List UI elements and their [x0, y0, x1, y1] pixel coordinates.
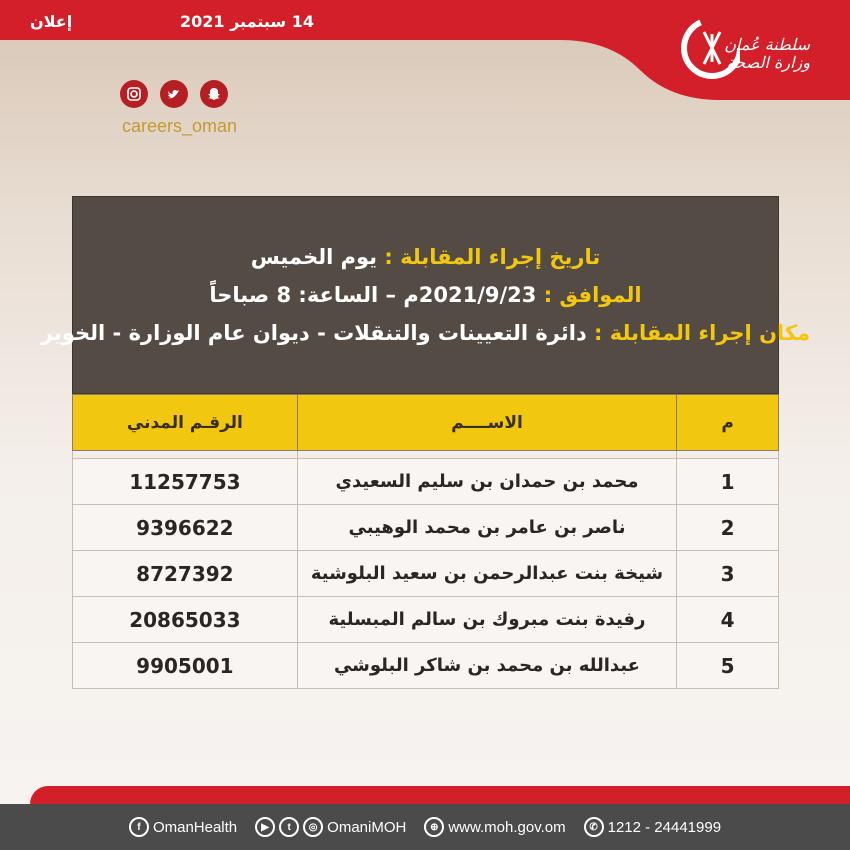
row-num: 2 [677, 505, 779, 551]
row-name: رفيدة بنت مبروك بن سالم المبسلية [297, 597, 676, 643]
interview-date-line [251, 245, 601, 269]
facebook-handle: OmanHealth [152, 818, 238, 836]
twitter-icon[interactable] [160, 80, 188, 108]
youtube-icon: ▶ [255, 817, 275, 837]
table-row [73, 505, 779, 551]
announcement-date: 14 سبتمبر 2021 [180, 12, 314, 31]
row-num: 5 [677, 643, 779, 689]
interview-date-label: تاريخ إجراء المقابلة : [384, 245, 601, 269]
globe-icon: ⊕ [424, 817, 444, 837]
header-civil-id: الرقـم المدني [73, 395, 298, 451]
interview-place-value: دائرة التعيينات والتنقلات - ديوان عام الوزارة - الخوير [40, 321, 587, 345]
phone-number: 1212 - 24441999 [607, 818, 722, 836]
logo-line-1: سلطنة عُمان [724, 35, 810, 54]
footer-website[interactable] [424, 817, 565, 837]
announcement-label: إعلان [30, 12, 73, 31]
row-civil-id: 9905001 [73, 643, 298, 689]
table-spacer [73, 451, 779, 459]
row-name: ناصر بن عامر بن محمد الوهيبي [297, 505, 676, 551]
snapchat-icon[interactable] [200, 80, 228, 108]
logo-line-2: وزارة الصحة [726, 53, 810, 72]
interview-date-value: يوم الخميس [250, 245, 378, 269]
table-row [73, 551, 779, 597]
row-num: 3 [677, 551, 779, 597]
phone-icon: ✆ [584, 817, 604, 837]
interview-place-line [41, 321, 810, 345]
facebook-icon: f [129, 817, 149, 837]
row-name: عبدالله بن محمد بن شاكر البلوشي [297, 643, 676, 689]
ministry-name [724, 36, 810, 72]
instagram-icon: ◎ [303, 817, 323, 837]
row-civil-id: 20865033 [73, 597, 298, 643]
row-num: 4 [677, 597, 779, 643]
footer-facebook[interactable] [129, 817, 237, 837]
candidates-table [72, 394, 779, 689]
ministry-logo [680, 8, 840, 88]
row-civil-id: 11257753 [73, 459, 298, 505]
interview-info-box [40, 196, 811, 394]
website-url: www.moh.gov.om [448, 818, 566, 836]
row-civil-id: 9396622 [73, 505, 298, 551]
header-num: م [677, 395, 779, 451]
row-name: محمد بن حمدان بن سليم السعيدي [297, 459, 676, 505]
twitter-icon: t [279, 817, 299, 837]
interview-corresponding-line [209, 283, 641, 307]
row-num: 1 [677, 459, 779, 505]
instagram-icon[interactable] [120, 80, 148, 108]
row-civil-id: 8727392 [73, 551, 298, 597]
interview-corresponding-label: الموافق : [543, 283, 642, 307]
footer-accent [30, 786, 850, 804]
row-name: شيخة بنت عبدالرحمن بن سعيد البلوشية [297, 551, 676, 597]
footer-phone[interactable] [584, 817, 721, 837]
careers-handle[interactable]: careers_oman [122, 116, 238, 136]
table-header-row [73, 395, 779, 451]
footer-social[interactable] [255, 817, 406, 837]
table-row [73, 643, 779, 689]
social-handle: OmaniMOH [327, 818, 407, 836]
social-icons [120, 80, 228, 108]
interview-corresponding-value: 2021/9/23م – الساعة: 8 صباحاً [209, 283, 537, 307]
interview-place-label: مكان إجراء المقابلة : [594, 321, 811, 345]
footer [0, 804, 850, 850]
header-name: الاســــم [297, 395, 676, 451]
table-row [73, 459, 779, 505]
table-row [73, 597, 779, 643]
